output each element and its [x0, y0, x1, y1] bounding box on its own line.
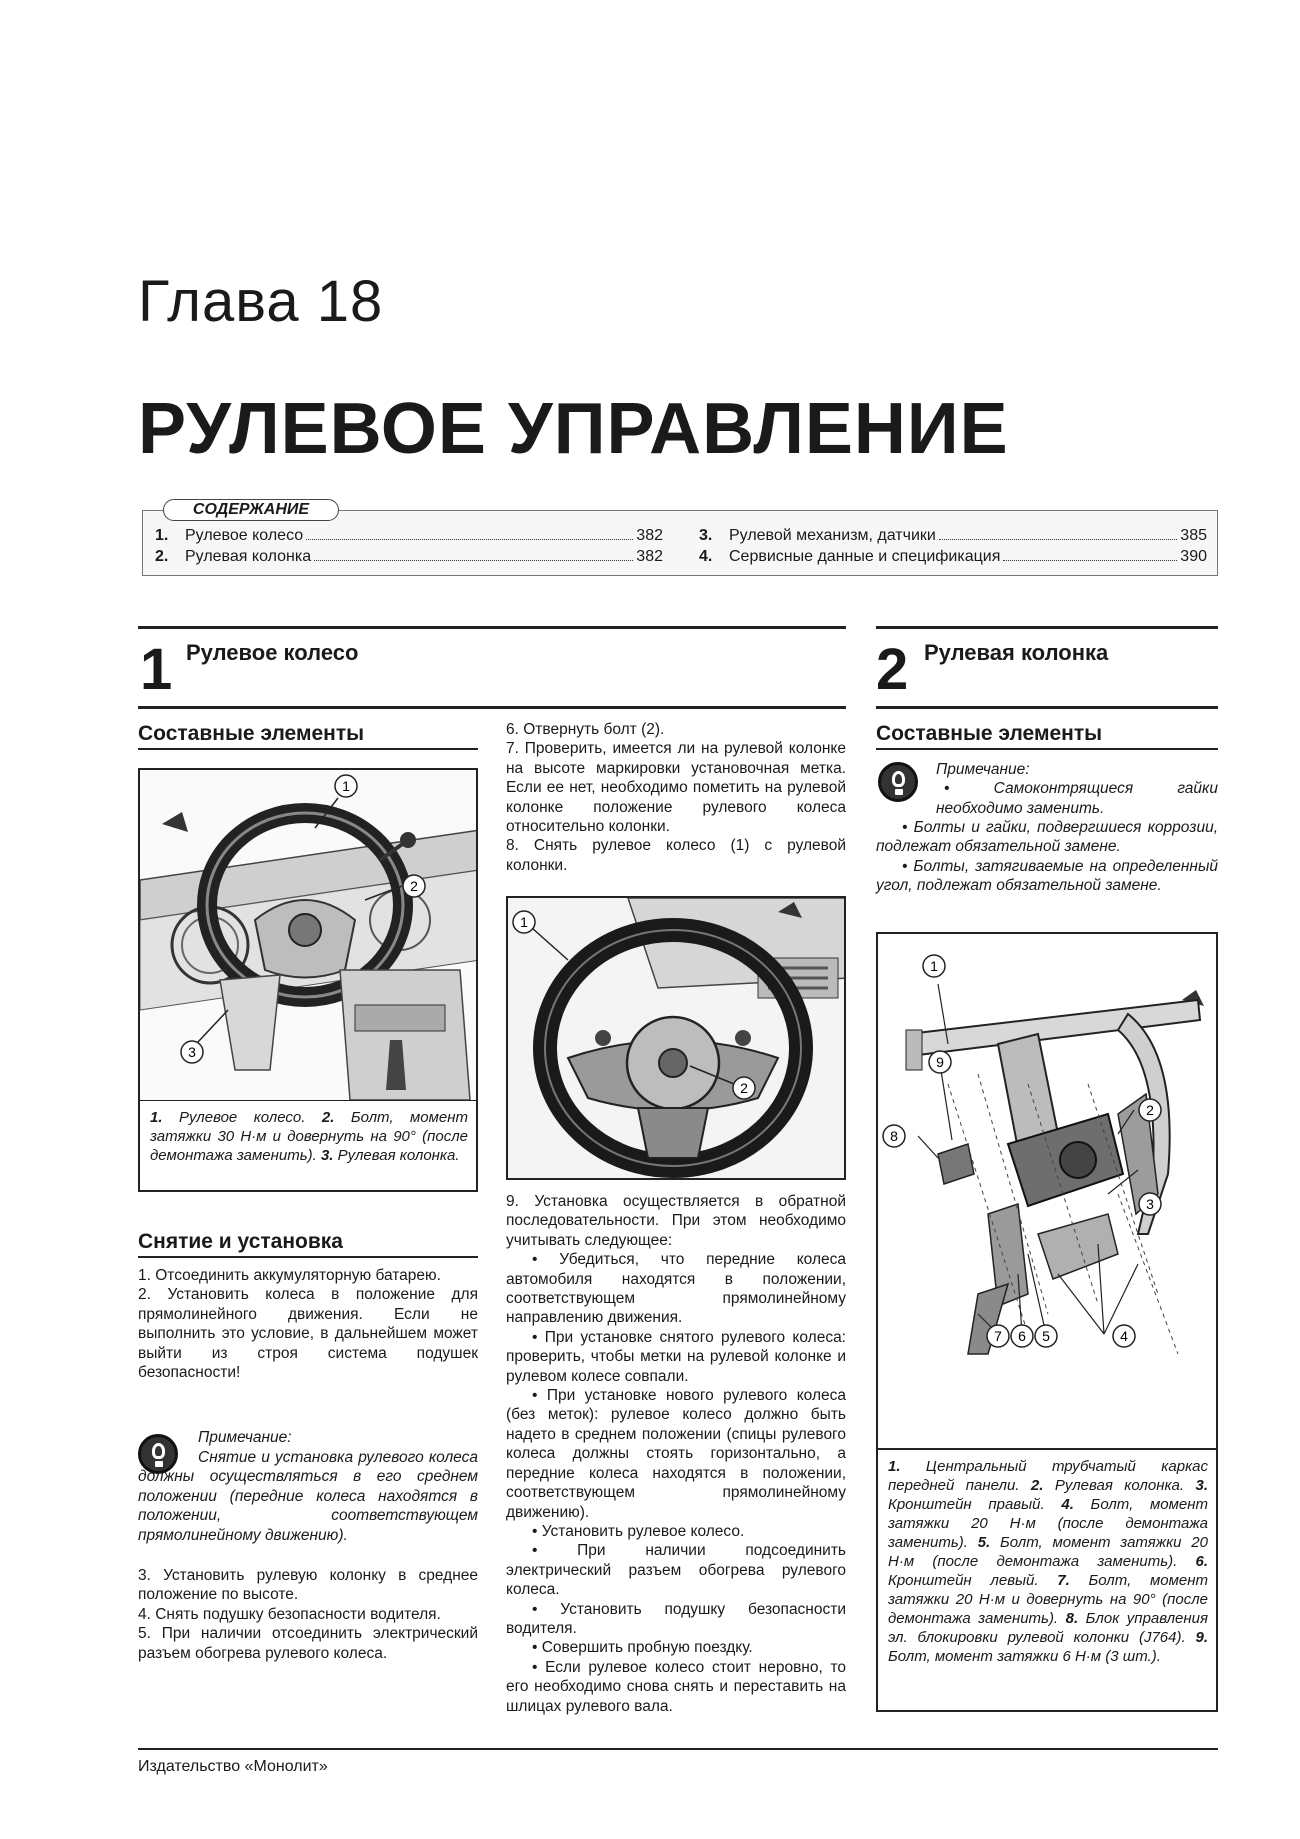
toc-item[interactable]	[155, 548, 663, 569]
note-bullet: • Самоконтрящиеся гайки необходимо заменить.	[936, 780, 1218, 817]
step-9-bullet: • Если рулевое колесо стоит неровно, то его необходимо снова снять и переставить на шлицах рулевого вала.	[506, 1658, 846, 1715]
steering-column-figure	[876, 932, 1218, 1450]
toc-leader-dots	[314, 560, 633, 561]
callout-2	[403, 875, 425, 897]
toc-item-title: Рулевая колонка	[185, 548, 312, 565]
toc-column-right	[699, 527, 1207, 569]
section-2-title: Рулевая колонка	[924, 640, 1109, 665]
step-3: 3. Установить рулевую колонку в среднее положение по высоте.	[138, 1567, 478, 1604]
callout-3	[1139, 1193, 1161, 1215]
svg-text:5: 5	[1042, 1328, 1050, 1344]
step-9-bullet: • При установке снятого рулевого колеса: проверить, чтобы метки на рулевой колонке и рулевом колесе совпали.	[506, 1328, 846, 1385]
callout-8	[883, 1125, 905, 1147]
toc-leader-dots	[306, 539, 633, 540]
steering-wheel-figure	[138, 768, 478, 1102]
note-section-1	[198, 1428, 478, 1447]
steering-wheel-illustration	[140, 770, 478, 1102]
step-9-bullet: • При установке нового рулевого колеса (без меток): рулевое колесо должно быть надето в среднем положении (спицы рулевого колеса должны стоять горизонтально, а передние колеса находятся в положении, соответствующем прямолинейному движению).	[506, 1387, 846, 1521]
callout-1	[335, 775, 357, 797]
note-section-2-continued	[876, 818, 1218, 896]
toc-item-page: 382	[636, 527, 663, 544]
note-section-2	[936, 760, 1218, 818]
callout-1	[923, 955, 945, 977]
removal-title: Снятие и установка	[138, 1230, 343, 1253]
step-9-bullet: • Установить рулевое колесо.	[532, 1522, 745, 1540]
note-bullet: • Болты и гайки, подвергшиеся коррозии, подлежат обязательной замене.	[876, 819, 1218, 856]
note-label: Примечание:	[936, 761, 1030, 778]
removal-steps-b	[138, 1566, 478, 1663]
toc-item-page: 390	[1180, 548, 1207, 565]
svg-text:1: 1	[342, 778, 350, 794]
toc-leader-dots	[1003, 560, 1177, 561]
svg-text:3: 3	[1146, 1196, 1154, 1212]
toc-leader-dots	[939, 539, 1177, 540]
svg-text:2: 2	[1146, 1102, 1154, 1118]
section-1-number: 1	[140, 637, 173, 702]
components-rule	[138, 748, 478, 750]
chapter-label: Глава 18	[138, 269, 384, 334]
section-2-bottom-rule	[876, 706, 1218, 709]
table-of-contents	[142, 501, 1218, 576]
figure-1-caption-box	[138, 1100, 478, 1192]
step-5: 5. При наличии отсоединить электрический разъем обогрева рулевого колеса.	[138, 1625, 478, 1662]
steering-column-exploded-illustration	[878, 934, 1218, 1450]
callout-2	[1139, 1099, 1161, 1121]
toc-item-number: 2.	[155, 548, 169, 565]
step-4: 4. Снять подушку безопасности водителя.	[138, 1605, 441, 1623]
callout-9	[929, 1051, 951, 1073]
svg-text:9: 9	[936, 1054, 944, 1070]
toc-item-title: Рулевой механизм, датчики	[729, 527, 936, 544]
step-9: 9. Установка осуществляется в обратной последовательности. При этом необходимо учитывать следующее:	[506, 1193, 846, 1249]
callout-6	[1011, 1325, 1033, 1347]
step-9-bullet: • Убедиться, что передние колеса автомобиля находятся в положении, соответствующем прямолинейному направлению движения.	[506, 1251, 846, 1327]
toc-item-page: 382	[636, 548, 663, 565]
section-2-top-rule	[876, 626, 1218, 629]
step-9-bullet: • Установить подушку безопасности водителя.	[506, 1600, 846, 1637]
step-8: 8. Снять рулевое колесо (1) с рулевой колонки.	[506, 837, 846, 874]
toc-item-title: Сервисные данные и спецификация	[729, 548, 1001, 565]
callout-3	[181, 1041, 203, 1063]
section-2-number: 2	[876, 637, 909, 702]
figure-1-caption: 1. Рулевое колесо. 2. Болт, момент затяжки 30 Н·м и довернуть на 90° (после демонтажа заменить). 3. Рулевая колонка.	[150, 1109, 468, 1164]
toc-item-number: 4.	[699, 548, 713, 565]
section-1-bottom-rule	[138, 706, 846, 709]
lightbulb-icon	[878, 762, 918, 802]
svg-text:7: 7	[994, 1328, 1002, 1344]
svg-text:4: 4	[1120, 1328, 1128, 1344]
toc-item-page: 385	[1180, 527, 1207, 544]
callout-2	[733, 1077, 755, 1099]
step-9-bullet: • Совершить пробную поездку.	[532, 1639, 753, 1657]
toc-column-left	[155, 527, 663, 569]
svg-text:1: 1	[520, 914, 528, 930]
note-bullet: • Болты, затягиваемые на определенный угол, подлежат обязательной замене.	[876, 857, 1218, 895]
toc-item[interactable]	[699, 527, 1207, 548]
publisher-footer: Издательство «Монолит»	[138, 1758, 328, 1775]
toc-label: СОДЕРЖАНИЕ	[163, 499, 339, 521]
svg-text:2: 2	[740, 1080, 748, 1096]
toc-item[interactable]	[699, 548, 1207, 569]
steering-wheel-removal-figure	[506, 896, 846, 1180]
toc-item-number: 3.	[699, 527, 713, 544]
section-2-components-title: Составные элементы	[876, 722, 1103, 745]
svg-text:6: 6	[1018, 1328, 1026, 1344]
svg-text:3: 3	[188, 1044, 196, 1060]
step-1: 1. Отсоединить аккумуляторную батарею.	[138, 1267, 441, 1284]
section-1-title: Рулевое колесо	[186, 640, 359, 665]
callout-4	[1113, 1325, 1135, 1347]
footer-rule	[138, 1748, 1218, 1750]
svg-text:2: 2	[410, 878, 418, 894]
toc-item-number: 1.	[155, 527, 169, 544]
toc-item-title: Рулевое колесо	[185, 527, 304, 544]
svg-text:1: 1	[930, 958, 938, 974]
step-7: 7. Проверить, имеется ли на рулевой колонке на высоте маркировки установочная метка. Если ее нет, необходимо пометить на рулевой колонке положение рулевого колеса относительно колонки.	[506, 740, 846, 836]
steering-wheel-removal-illustration	[508, 898, 846, 1180]
toc-item[interactable]	[155, 527, 663, 548]
figure-3-caption-box	[876, 1448, 1218, 1712]
note-label: Примечание:	[198, 1429, 292, 1446]
callout-5	[1035, 1325, 1057, 1347]
components-title: Составные элементы	[138, 722, 365, 745]
installation-steps	[506, 1192, 846, 1716]
figure-3-caption: 1. Центральный трубчатый каркас передней панели. 2. Рулевая колонка. 3. Кронштейн правый. 4. Болт, момент затяжки 20 Н·м (после демонтажа заменить). 5. Болт, момент затяжки 20 Н·м (после демонтажа заменить). 6. Кронштейн левый. 7. Болт, момент затяжки 20 Н·м и довернуть на 90° (после демонтажа заменить). 8. Блок управления эл. блокировки рулевой колонки (J764). 9. Болт, момент затяжки 6 Н·м (3 шт.).	[888, 1458, 1209, 1665]
section-2-components-rule	[876, 748, 1218, 750]
svg-text:8: 8	[890, 1128, 898, 1144]
callout-1	[513, 911, 535, 933]
section-1-top-rule	[138, 626, 846, 629]
step-6: 6. Отвернуть болт (2).	[506, 721, 665, 738]
step-2: 2. Установить колеса в положение для прямолинейного движения. Если не выполнить это условие, в дальнейшем может выйти из строя система подушек безопасности!	[138, 1286, 478, 1382]
note-text: Снятие и установка рулевого колеса должны осуществляться в его среднем положении (передние колеса находятся в положении, соответствующем прямолинейному движению).	[138, 1449, 478, 1544]
chapter-title: РУЛЕВОЕ УПРАВЛЕНИЕ	[138, 389, 1009, 469]
removal-steps-a	[138, 1266, 478, 1382]
removal-steps-c	[506, 720, 846, 875]
step-9-bullet: • При наличии подсоединить электрический разъем обогрева рулевого колеса.	[506, 1542, 846, 1599]
callout-7	[987, 1325, 1009, 1347]
removal-rule	[138, 1256, 478, 1258]
